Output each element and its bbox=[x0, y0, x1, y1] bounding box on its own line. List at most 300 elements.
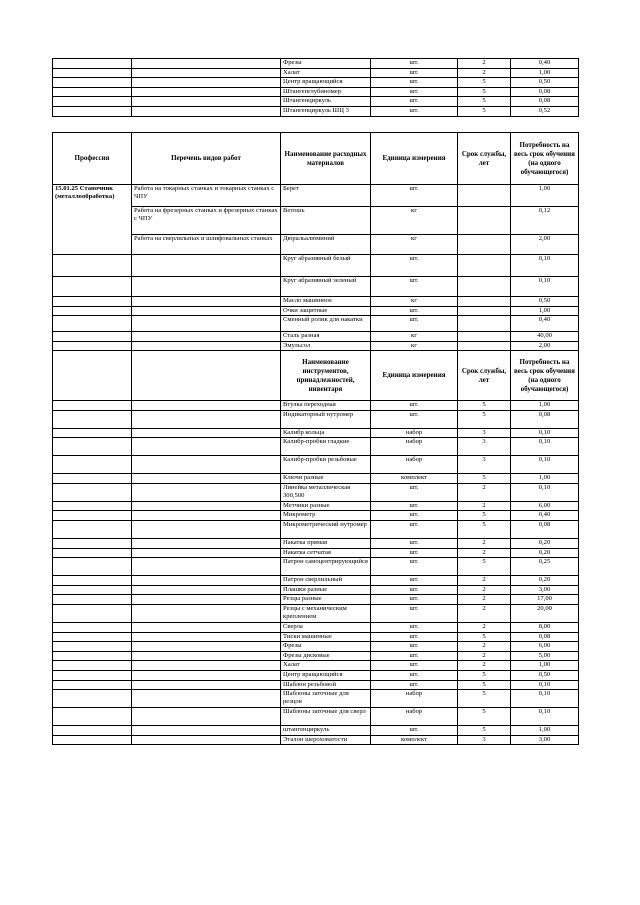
table-row bbox=[53, 708, 579, 726]
tool-unit: шт. bbox=[371, 622, 458, 632]
tool-years: 3 bbox=[458, 735, 511, 745]
tool-name: Калибр-пробки резьбовые bbox=[281, 456, 371, 474]
table-row bbox=[53, 474, 579, 484]
materials-body bbox=[53, 133, 579, 745]
tool-years: 5 bbox=[458, 410, 511, 428]
material-unit: кг bbox=[371, 235, 458, 255]
material-name: Сменный ролик для накатки bbox=[281, 316, 371, 332]
item-years: 5 bbox=[458, 78, 511, 88]
tool-need: 0,10 bbox=[511, 708, 579, 726]
profession-cell bbox=[53, 97, 132, 107]
table-row bbox=[53, 97, 579, 107]
header-materials: Наименование расходных материалов bbox=[281, 133, 371, 185]
material-need: 0,50 bbox=[511, 297, 579, 307]
tool-years: 5 bbox=[458, 670, 511, 680]
works-cell bbox=[132, 548, 281, 558]
tool-unit: шт. bbox=[371, 604, 458, 622]
tool-need: 17,00 bbox=[511, 595, 579, 605]
tool-need: 1,00 bbox=[511, 726, 579, 736]
works-cell bbox=[132, 59, 281, 69]
tools-header-unit: Единица измерения bbox=[371, 351, 458, 401]
tool-name: Микрометрический нутромер bbox=[281, 520, 371, 538]
tool-need: 0,08 bbox=[511, 520, 579, 538]
profession-cell bbox=[53, 474, 132, 484]
table-row bbox=[53, 651, 579, 661]
table-row bbox=[53, 401, 579, 411]
item-unit: шт. bbox=[371, 78, 458, 88]
tool-name: Резцы с механическим креплением bbox=[281, 604, 371, 622]
table-row bbox=[53, 483, 579, 501]
material-unit: шт. bbox=[371, 277, 458, 297]
table-row bbox=[53, 68, 579, 78]
item-unit: шт. bbox=[371, 97, 458, 107]
tool-need: 1,00 bbox=[511, 401, 579, 411]
tool-years: 2 bbox=[458, 661, 511, 671]
table-row bbox=[53, 680, 579, 690]
works-cell bbox=[132, 558, 281, 576]
tool-need: 5,00 bbox=[511, 651, 579, 661]
profession-cell bbox=[53, 511, 132, 521]
item-name: Центр вращающийся bbox=[281, 78, 371, 88]
table-row bbox=[53, 106, 579, 116]
tool-need: 0,10 bbox=[511, 428, 579, 438]
profession-cell bbox=[53, 428, 132, 438]
profession-cell bbox=[53, 351, 132, 401]
tool-name: Патрон сверлильный bbox=[281, 576, 371, 586]
tools-header-need: Потребность на весь срок обучения (на одного обучающегося) bbox=[511, 351, 579, 401]
tool-unit: шт. bbox=[371, 670, 458, 680]
table-row bbox=[53, 501, 579, 511]
materials-table bbox=[52, 132, 579, 745]
works-cell bbox=[132, 306, 281, 316]
profession-cell bbox=[53, 456, 132, 474]
profession-cell bbox=[53, 558, 132, 576]
material-years bbox=[458, 332, 511, 342]
tool-unit: набор bbox=[371, 456, 458, 474]
profession-cell bbox=[53, 483, 132, 501]
table-row bbox=[53, 87, 579, 97]
tools-header-years: Срок службы, лет bbox=[458, 351, 511, 401]
profession-cell bbox=[53, 595, 132, 605]
tool-unit: шт. bbox=[371, 661, 458, 671]
material-years bbox=[458, 235, 511, 255]
material-unit: шт. bbox=[371, 255, 458, 277]
tool-unit: шт. bbox=[371, 558, 458, 576]
material-need: 40,00 bbox=[511, 332, 579, 342]
tool-need: 1,00 bbox=[511, 474, 579, 484]
table-row bbox=[53, 726, 579, 736]
table-row bbox=[53, 332, 579, 342]
tool-need: 8,00 bbox=[511, 622, 579, 632]
tool-need: 0,08 bbox=[511, 410, 579, 428]
profession-cell bbox=[53, 708, 132, 726]
item-years: 2 bbox=[458, 68, 511, 78]
item-need: 0,52 bbox=[511, 106, 579, 116]
tool-need: 0,10 bbox=[511, 690, 579, 708]
tool-need: 20,00 bbox=[511, 604, 579, 622]
material-need: 2,00 bbox=[511, 341, 579, 351]
tool-years: 5 bbox=[458, 474, 511, 484]
tool-years: 2 bbox=[458, 642, 511, 652]
tool-name: Тиски машинные bbox=[281, 632, 371, 642]
table-row bbox=[53, 277, 579, 297]
header-works: Перечень видов работ bbox=[132, 133, 281, 185]
tool-years: 2 bbox=[458, 538, 511, 548]
tool-name: Калибр кольца bbox=[281, 428, 371, 438]
tool-unit: набор bbox=[371, 708, 458, 726]
tool-name: Эталон шероховатости bbox=[281, 735, 371, 745]
tool-years: 2 bbox=[458, 604, 511, 622]
profession-cell bbox=[53, 680, 132, 690]
profession-cell bbox=[53, 410, 132, 428]
tool-years: 5 bbox=[458, 690, 511, 708]
works-cell bbox=[132, 735, 281, 745]
works-cell bbox=[132, 726, 281, 736]
tool-unit: шт. bbox=[371, 632, 458, 642]
profession-cell bbox=[53, 726, 132, 736]
profession-cell bbox=[53, 520, 132, 538]
tool-years: 2 bbox=[458, 501, 511, 511]
profession-cell bbox=[53, 548, 132, 558]
tool-name: Накатка сетчатая bbox=[281, 548, 371, 558]
item-name: Штангенциркуль ШЦ 3 bbox=[281, 106, 371, 116]
material-name: Дюральалюминий bbox=[281, 235, 371, 255]
profession-cell bbox=[53, 341, 132, 351]
profession-cell bbox=[53, 297, 132, 307]
tool-name: Центр вращающийся bbox=[281, 670, 371, 680]
material-years bbox=[458, 341, 511, 351]
work-item: Работа на фрезерных станках и фрезерных станках с ЧПУ bbox=[132, 207, 281, 235]
table-row bbox=[53, 642, 579, 652]
tool-name: Фрезы bbox=[281, 642, 371, 652]
tool-need: 6,00 bbox=[511, 501, 579, 511]
profession-cell bbox=[53, 277, 132, 297]
tool-need: 0,10 bbox=[511, 680, 579, 690]
tool-unit: шт. bbox=[371, 520, 458, 538]
table-row bbox=[53, 341, 579, 351]
tool-name: Втулка переходная bbox=[281, 401, 371, 411]
material-unit: кг bbox=[371, 297, 458, 307]
tools-header-name: Наименование инструментов, принадлежностей, инвентаря bbox=[281, 351, 371, 401]
item-name: Штангенглубиномер bbox=[281, 87, 371, 97]
tool-unit: шт. bbox=[371, 401, 458, 411]
material-unit: кг bbox=[371, 332, 458, 342]
table-row bbox=[53, 207, 579, 235]
profession-cell bbox=[53, 576, 132, 586]
material-name: Сталь разная bbox=[281, 332, 371, 342]
profession-cell bbox=[53, 68, 132, 78]
tool-unit: шт. bbox=[371, 410, 458, 428]
table-row bbox=[53, 735, 579, 745]
profession-cell bbox=[53, 59, 132, 69]
tool-name: Шаблоны заточные для резцов bbox=[281, 690, 371, 708]
tool-need: 0,25 bbox=[511, 558, 579, 576]
tool-unit: шт. bbox=[371, 726, 458, 736]
works-cell bbox=[132, 410, 281, 428]
table-row bbox=[53, 438, 579, 456]
material-name: Масло машинное bbox=[281, 297, 371, 307]
tool-name: Шаблоны заточные для сверл bbox=[281, 708, 371, 726]
tool-name: Калибр-пробки гладкие bbox=[281, 438, 371, 456]
tool-years: 2 bbox=[458, 548, 511, 558]
tool-name: Шаблон резьбовой bbox=[281, 680, 371, 690]
works-cell bbox=[132, 341, 281, 351]
table-row bbox=[53, 235, 579, 255]
material-need: 0,40 bbox=[511, 316, 579, 332]
profession-cell bbox=[53, 78, 132, 88]
tool-unit: шт. bbox=[371, 483, 458, 501]
item-years: 5 bbox=[458, 106, 511, 116]
table-row bbox=[53, 78, 579, 88]
tool-unit: набор bbox=[371, 428, 458, 438]
works-cell bbox=[132, 576, 281, 586]
profession-cell bbox=[53, 651, 132, 661]
tools-header-row bbox=[53, 351, 579, 401]
works-cell bbox=[132, 277, 281, 297]
item-need: 0,50 bbox=[511, 78, 579, 88]
tool-years: 2 bbox=[458, 595, 511, 605]
tool-years: 5 bbox=[458, 726, 511, 736]
material-years bbox=[458, 277, 511, 297]
tool-years: 3 bbox=[458, 456, 511, 474]
profession-cell bbox=[53, 632, 132, 642]
header-profession: Профессия bbox=[53, 133, 132, 185]
tool-unit: шт. bbox=[371, 680, 458, 690]
tool-name: Халат bbox=[281, 661, 371, 671]
tool-years: 2 bbox=[458, 651, 511, 661]
tool-need: 0,40 bbox=[511, 511, 579, 521]
tool-years: 2 bbox=[458, 576, 511, 586]
table-row bbox=[53, 306, 579, 316]
tool-years: 5 bbox=[458, 401, 511, 411]
profession-cell bbox=[53, 604, 132, 622]
profession-cell bbox=[53, 538, 132, 548]
works-cell bbox=[132, 604, 281, 622]
tool-name: Метчики разные bbox=[281, 501, 371, 511]
table-row bbox=[53, 59, 579, 69]
material-years bbox=[458, 297, 511, 307]
continued-tools-table bbox=[52, 58, 579, 117]
material-name: Круг абразивный зеленый bbox=[281, 277, 371, 297]
material-unit: кг bbox=[371, 341, 458, 351]
works-cell bbox=[132, 670, 281, 680]
works-cell bbox=[132, 106, 281, 116]
tool-unit: шт. bbox=[371, 651, 458, 661]
tool-name: Накатка прямая bbox=[281, 538, 371, 548]
profession-cell bbox=[53, 255, 132, 277]
table-row bbox=[53, 316, 579, 332]
table-row bbox=[53, 456, 579, 474]
works-cell bbox=[132, 474, 281, 484]
tool-years: 5 bbox=[458, 520, 511, 538]
material-name: Эмульсол bbox=[281, 341, 371, 351]
table-row bbox=[53, 428, 579, 438]
table-row bbox=[53, 632, 579, 642]
works-cell bbox=[132, 585, 281, 595]
tool-years: 5 bbox=[458, 708, 511, 726]
tool-years: 3 bbox=[458, 438, 511, 456]
tool-years: 5 bbox=[458, 511, 511, 521]
works-cell bbox=[132, 651, 281, 661]
tool-unit: шт. bbox=[371, 548, 458, 558]
works-cell bbox=[132, 401, 281, 411]
profession-cell bbox=[53, 316, 132, 332]
tool-name: Индикаторный нутромер bbox=[281, 410, 371, 428]
tool-need: 0,20 bbox=[511, 576, 579, 586]
item-years: 5 bbox=[458, 87, 511, 97]
material-need: 0,12 bbox=[511, 207, 579, 235]
item-years: 5 bbox=[458, 97, 511, 107]
works-cell bbox=[132, 316, 281, 332]
works-cell bbox=[132, 87, 281, 97]
material-need: 0,10 bbox=[511, 255, 579, 277]
material-unit: шт. bbox=[371, 185, 458, 207]
tool-unit: шт. bbox=[371, 511, 458, 521]
item-name: Фрезы bbox=[281, 59, 371, 69]
item-name: Штангенциркуль bbox=[281, 97, 371, 107]
works-cell bbox=[132, 297, 281, 307]
works-cell bbox=[132, 520, 281, 538]
tool-unit: комплект bbox=[371, 474, 458, 484]
tool-need: 0,08 bbox=[511, 632, 579, 642]
tool-unit: комплект bbox=[371, 735, 458, 745]
profession-cell bbox=[53, 670, 132, 680]
tool-name: Линейка металлическая 300,500 bbox=[281, 483, 371, 501]
material-unit: кг bbox=[371, 207, 458, 235]
tool-years: 3 bbox=[458, 428, 511, 438]
material-name: Ветошь bbox=[281, 207, 371, 235]
material-name: Круг абразивный белый bbox=[281, 255, 371, 277]
tool-need: 0,10 bbox=[511, 438, 579, 456]
profession-name: 15.01.25 Станочник (металлообработка) bbox=[53, 185, 132, 255]
table-row bbox=[53, 297, 579, 307]
tool-unit: шт. bbox=[371, 642, 458, 652]
material-unit: шт. bbox=[371, 306, 458, 316]
works-cell bbox=[132, 708, 281, 726]
tool-need: 0,10 bbox=[511, 483, 579, 501]
works-cell bbox=[132, 68, 281, 78]
profession-cell bbox=[53, 690, 132, 708]
tool-name: Ключи разные bbox=[281, 474, 371, 484]
tool-name: Сверла bbox=[281, 622, 371, 632]
profession-cell bbox=[53, 642, 132, 652]
table-row bbox=[53, 410, 579, 428]
material-name: Очки защитные bbox=[281, 306, 371, 316]
material-need: 1,00 bbox=[511, 185, 579, 207]
profession-cell bbox=[53, 332, 132, 342]
tool-need: 0,20 bbox=[511, 538, 579, 548]
table-header-row bbox=[53, 133, 579, 185]
tool-years: 2 bbox=[458, 622, 511, 632]
table-row bbox=[53, 255, 579, 277]
item-need: 0,08 bbox=[511, 87, 579, 97]
works-cell bbox=[132, 255, 281, 277]
profession-cell bbox=[53, 106, 132, 116]
material-years bbox=[458, 316, 511, 332]
tool-years: 2 bbox=[458, 585, 511, 595]
table-row bbox=[53, 690, 579, 708]
works-cell bbox=[132, 690, 281, 708]
table-row bbox=[53, 585, 579, 595]
table-row bbox=[53, 622, 579, 632]
works-cell bbox=[132, 622, 281, 632]
table-row bbox=[53, 538, 579, 548]
works-cell bbox=[132, 511, 281, 521]
continued-tools-body bbox=[53, 59, 579, 117]
tool-need: 1,00 bbox=[511, 661, 579, 671]
works-cell bbox=[132, 680, 281, 690]
profession-cell bbox=[53, 735, 132, 745]
tool-need: 6,00 bbox=[511, 642, 579, 652]
material-years bbox=[458, 255, 511, 277]
profession-cell bbox=[53, 661, 132, 671]
tool-name: Плашки разные bbox=[281, 585, 371, 595]
tool-need: 3,00 bbox=[511, 585, 579, 595]
work-item: Работа на токарных станках и токарных станках с ЧПУ bbox=[132, 185, 281, 207]
tool-unit: шт. bbox=[371, 576, 458, 586]
table-row bbox=[53, 558, 579, 576]
tool-name: Резцы разные bbox=[281, 595, 371, 605]
item-name: Халат bbox=[281, 68, 371, 78]
works-cell bbox=[132, 351, 281, 401]
table-row bbox=[53, 185, 579, 207]
tool-name: Патрон самоцентрирующийся bbox=[281, 558, 371, 576]
material-name: Берет bbox=[281, 185, 371, 207]
works-cell bbox=[132, 538, 281, 548]
material-need: 0,10 bbox=[511, 277, 579, 297]
header-unit: Единица измерения bbox=[371, 133, 458, 185]
profession-cell bbox=[53, 622, 132, 632]
works-cell bbox=[132, 661, 281, 671]
table-row bbox=[53, 670, 579, 680]
works-cell bbox=[132, 483, 281, 501]
works-cell bbox=[132, 428, 281, 438]
profession-cell bbox=[53, 401, 132, 411]
works-cell bbox=[132, 642, 281, 652]
item-years: 2 bbox=[458, 59, 511, 69]
works-cell bbox=[132, 456, 281, 474]
header-years: Срок службы, лет bbox=[458, 133, 511, 185]
tool-years: 2 bbox=[458, 483, 511, 501]
tool-unit: шт. bbox=[371, 595, 458, 605]
tool-need: 3,00 bbox=[511, 735, 579, 745]
tool-name: штангенциркуль bbox=[281, 726, 371, 736]
tool-unit: шт. bbox=[371, 585, 458, 595]
tool-unit: шт. bbox=[371, 538, 458, 548]
profession-cell bbox=[53, 501, 132, 511]
table-row bbox=[53, 576, 579, 586]
tool-years: 5 bbox=[458, 680, 511, 690]
item-unit: шт. bbox=[371, 59, 458, 69]
item-need: 1,00 bbox=[511, 68, 579, 78]
material-need: 1,00 bbox=[511, 306, 579, 316]
tool-need: 0,20 bbox=[511, 548, 579, 558]
works-cell bbox=[132, 595, 281, 605]
material-years bbox=[458, 185, 511, 207]
tool-years: 5 bbox=[458, 558, 511, 576]
profession-cell bbox=[53, 87, 132, 97]
material-years bbox=[458, 207, 511, 235]
profession-cell bbox=[53, 306, 132, 316]
table-row bbox=[53, 520, 579, 538]
works-cell bbox=[132, 501, 281, 511]
tool-years: 5 bbox=[458, 632, 511, 642]
item-unit: шт. bbox=[371, 106, 458, 116]
tool-unit: набор bbox=[371, 438, 458, 456]
works-cell bbox=[132, 632, 281, 642]
material-need: 2,00 bbox=[511, 235, 579, 255]
table-row bbox=[53, 548, 579, 558]
